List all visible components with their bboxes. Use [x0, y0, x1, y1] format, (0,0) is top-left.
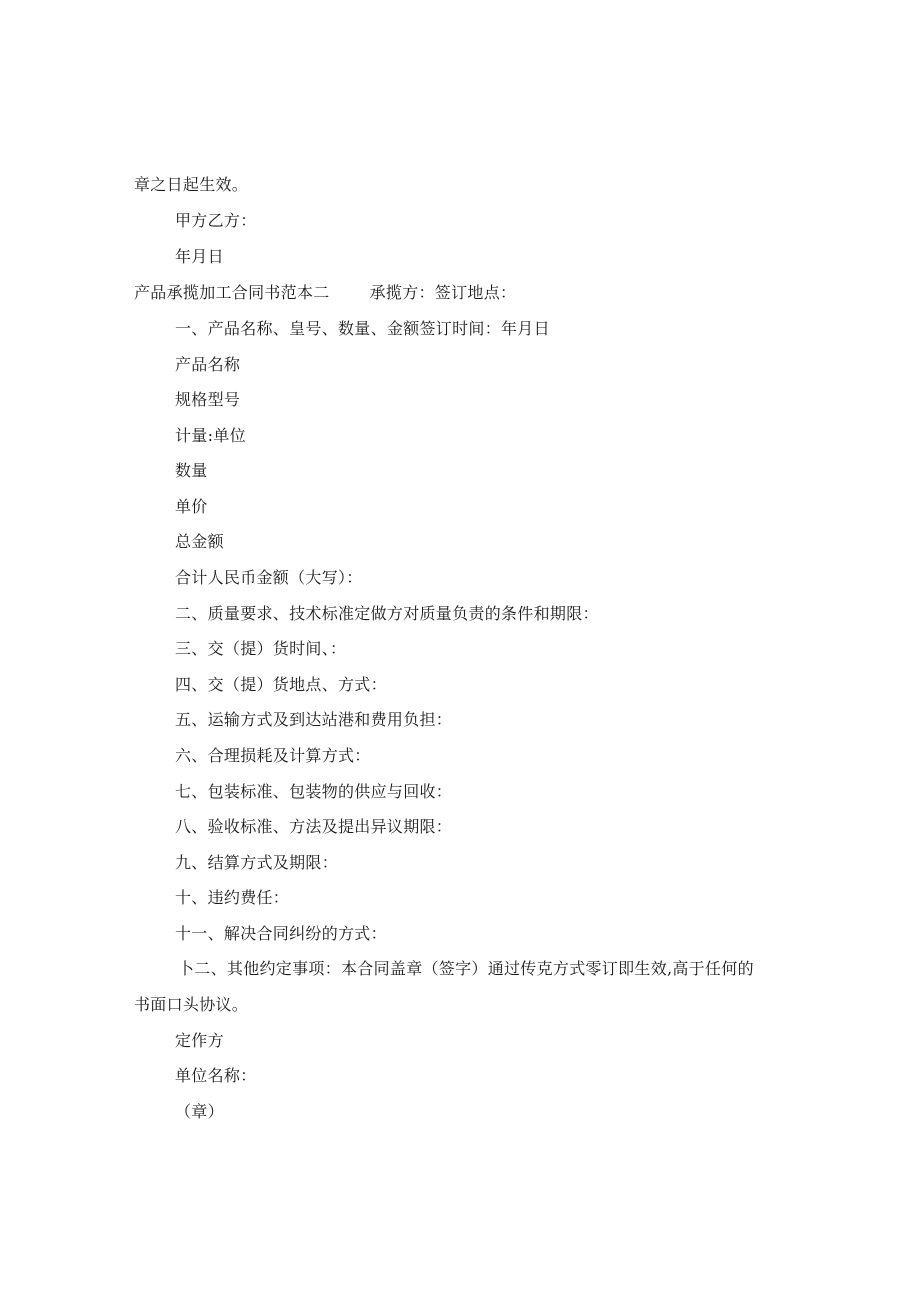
orderer-unit-name: 单位名称：	[175, 1066, 257, 1085]
clause-4: 四、交（提）货地点、方式：	[175, 675, 387, 694]
clause-1: 一、产品名称、皇号、数量、金额签订时间：年月日	[175, 319, 550, 338]
orderer-label: 定作方	[175, 1031, 224, 1050]
text-line-date: 年月日	[175, 247, 224, 266]
contractor-signing-place: 承揽方：签订地点：	[369, 283, 517, 302]
clause-12: 卜二、其他约定事项：本合同盖章（签字）通过传克方式零订即生效,高于任何的	[178, 959, 754, 978]
field-spec-model: 规格型号	[175, 390, 241, 409]
clause-8: 八、验收标准、方法及提出异议期限：	[175, 817, 453, 836]
contract-heading-row	[134, 282, 516, 304]
field-unit: 计量:单位	[175, 426, 246, 445]
field-unit-price: 单价	[175, 497, 208, 516]
clause-11: 十一、解决合同纠纷的方式：	[175, 924, 387, 943]
field-total-rmb: 合计人民币金额（大写）：	[175, 568, 363, 587]
clause-9: 九、结算方式及期限：	[175, 853, 339, 872]
text-line-effective: 章之日起生效。	[134, 175, 249, 194]
clause-12-continued: 书面口头协议。	[134, 995, 249, 1014]
clause-3: 三、交（提）货时间、：	[175, 639, 347, 658]
clause-7: 七、包装标准、包装物的供应与回收：	[175, 782, 453, 801]
clause-5: 五、运输方式及到达站港和费用负担：	[175, 710, 453, 729]
field-quantity: 数量	[175, 461, 208, 480]
clause-2: 二、质量要求、技术标准定做方对质量负责的条件和期限：	[175, 604, 599, 623]
clause-10: 十、违约费任：	[175, 888, 290, 907]
orderer-seal: （章）	[175, 1102, 224, 1121]
clause-6: 六、合理损耗及计算方式：	[175, 746, 371, 765]
field-product-name: 产品名称	[175, 355, 241, 374]
field-total-amount: 总金额	[175, 532, 224, 551]
contract-title: 产品承揽加工合同书范本二	[134, 283, 330, 302]
text-line-parties: 甲方乙方：	[175, 211, 257, 230]
